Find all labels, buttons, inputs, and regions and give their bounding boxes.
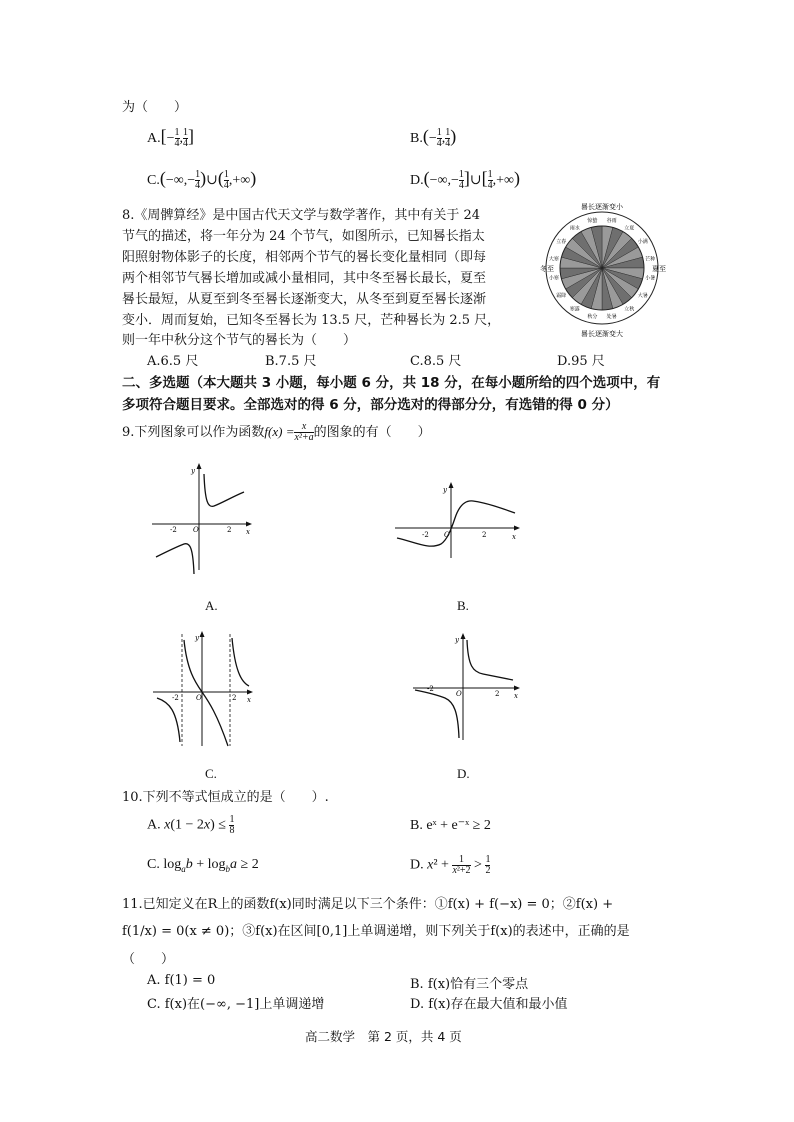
wheel-top-label: 晷长逐渐变小 (581, 203, 623, 211)
wheel-term-label: 小暑 (645, 275, 656, 282)
graph-d (413, 632, 523, 742)
wheel-term-label: 小寒 (548, 275, 559, 282)
wheel-term-label: 小满 (637, 238, 648, 245)
graph-b-label: B. (457, 598, 469, 613)
q11-line1: 11.已知定义在R上的函数f(x)同时满足以下三个条件：①f(x) + f(−x) = 0；②f(x) + (122, 897, 614, 912)
tick-neg: -2 (422, 531, 429, 539)
q11-option-a: A. f(1) = 0 (147, 973, 216, 988)
wheel-term-label: 处暑 (606, 314, 617, 321)
tick-neg: -2 (427, 685, 434, 693)
q8-line: 8.《周髀算经》是中国古代天文学与数学著作，其中有关于 24 (122, 208, 481, 223)
q7-option-a: A.[− $\frac{1}{4}$ , $\frac{1}{4}$ ] (147, 126, 195, 150)
axis-y-label: y (443, 486, 447, 494)
q10-option-b: B. eˣ + e⁻ˣ ≥ 2 (410, 818, 491, 833)
q9-func-num: x (294, 422, 313, 433)
q9-func-den: x²+a (294, 432, 314, 443)
q7-option-c: C.(−∞,− $\frac{1}{4}$ )∪( $\frac{1}{4}$ ,+∞) (147, 168, 257, 192)
q11-line3: （ ） (122, 952, 175, 967)
wheel-term-label: 立秋 (624, 306, 635, 313)
origin-label: O (196, 694, 202, 702)
wheel-term-label: 雨水 (569, 225, 580, 232)
page-footer: 高二数学 第 2 页，共 4 页 (305, 1029, 462, 1044)
graph-a (152, 462, 252, 572)
q8-line: 则一年中秋分这个节气的晷长为（ ） (122, 333, 357, 348)
origin-label: O (456, 690, 462, 698)
origin-label: O (193, 526, 199, 534)
q8-option-c: C.8.5 尺 (410, 354, 462, 369)
tick-neg: -2 (170, 526, 177, 534)
wheel-right-label: 夏至 (652, 265, 666, 273)
q7-option-d: D.(−∞,− $\frac{1}{4}$ ]∪[ $\frac{1}{4}$ ,+∞) (410, 168, 521, 192)
q10-option-c: C. $\log_ab + \log_ba \ge 2$ (147, 857, 259, 874)
q11-option-b: B. f(x)恰有三个零点 (410, 977, 529, 992)
graph-a-label: A. (205, 598, 218, 613)
axis-y-label: y (455, 636, 459, 644)
wheel-term-label: 立夏 (624, 225, 635, 232)
wheel-term-label: 惊蛰 (587, 217, 598, 224)
q8-line: 变小．周而复始，已知冬至晷长为 13.5 尺，芒种晷长为 2.5 尺， (122, 313, 501, 328)
wheel-term-label: 寒露 (569, 306, 580, 313)
wheel-term-label: 大暑 (637, 293, 648, 300)
wheel-term-label: 秋分 (587, 314, 598, 321)
q9-stem (122, 421, 431, 443)
q9-stem-pre: 9.下列图象可以作为函数 (122, 425, 265, 440)
wheel-term-label: 芒种 (645, 256, 656, 263)
section-heading: 二、多选题（本大题共 3 小题，每小题 6 分，共 18 分，在每小题所给的四个选项中，有 (122, 375, 661, 391)
q11-option-d: D. f(x)存在最大值和最小值 (410, 997, 568, 1012)
axis-x-label: x (514, 692, 518, 700)
q11-option-c: C. f(x)在(−∞, −1]上单调递增 (147, 997, 325, 1012)
q11-line2: f(1/x) = 0(x ≠ 0)；③f(x)在区间[0,1]上单调递增，则下列关于f(x)的表述中，正确的是 (122, 924, 630, 939)
tick-pos: 2 (482, 531, 487, 539)
axis-x-label: x (247, 696, 251, 704)
wheel-left-label: 冬至 (540, 265, 554, 273)
graph-b (395, 480, 525, 560)
q8-line: 阳照射物体影子的长度，相邻两个节气的晷长变化量相同（即每 (122, 250, 487, 265)
tick-pos: 2 (227, 526, 232, 534)
q8-option-d: D.95 尺 (557, 354, 605, 369)
q10-option-a: A. x(1 − 2x) ≤ $\frac{1}{8}$ (147, 814, 235, 836)
axis-y-label: y (191, 467, 195, 475)
tick-neg: -2 (172, 694, 179, 702)
q7-option-b: B.(− $\frac{1}{4}$ , $\frac{1}{4}$ ) (410, 126, 457, 150)
origin-label: O (444, 531, 450, 539)
graph-c (153, 630, 253, 748)
q9-func-lhs: f(x) = (264, 424, 295, 439)
section-heading-cont: 多项符合题目要求。全部选对的得 6 分，部分选对的得部分分，有选错的得 0 分） (122, 397, 619, 413)
wheel-term-label: 立春 (556, 238, 567, 245)
q7-tail: 为（ ） (122, 100, 188, 115)
q8-option-b: B.7.5 尺 (265, 354, 317, 369)
graph-d-label: D. (457, 766, 470, 781)
q10-option-d: D. x² + $\frac{1}{\text{x²+2}}$ > $\frac{1}{2}$ (410, 854, 491, 876)
q8-line: 节气的描述，将一年分为 24 个节气，如图所示，已知晷长指太 (122, 229, 485, 244)
axis-x-label: x (246, 528, 250, 536)
q8-line: 两个相邻节气晷长增加或减小量相同，其中冬至晷长最长，夏至 (122, 271, 487, 286)
q10-stem: 10.下列不等式恒成立的是（ ）. (122, 790, 329, 805)
wheel-term-label: 谷雨 (606, 217, 617, 224)
q8-line: 晷长最短，从夏至到冬至晷长逐渐变大，从冬至到夏至晷长逐渐 (122, 292, 487, 307)
graph-c-label: C. (205, 766, 217, 781)
tick-pos: 2 (232, 694, 237, 702)
q8-option-a: A.6.5 尺 (147, 354, 199, 369)
wheel-bottom-label: 晷长逐渐变大 (581, 330, 623, 338)
tick-pos: 2 (495, 690, 500, 698)
axis-x-label: x (512, 533, 516, 541)
q9-func-fraction (294, 422, 313, 443)
q9-stem-post: 的图象的有（ ） (313, 425, 431, 440)
axis-y-label: y (195, 634, 199, 642)
wheel-term-label: 大寒 (548, 256, 559, 263)
wheel-term-label: 霜降 (556, 293, 567, 300)
solar-terms-wheel (537, 200, 667, 340)
